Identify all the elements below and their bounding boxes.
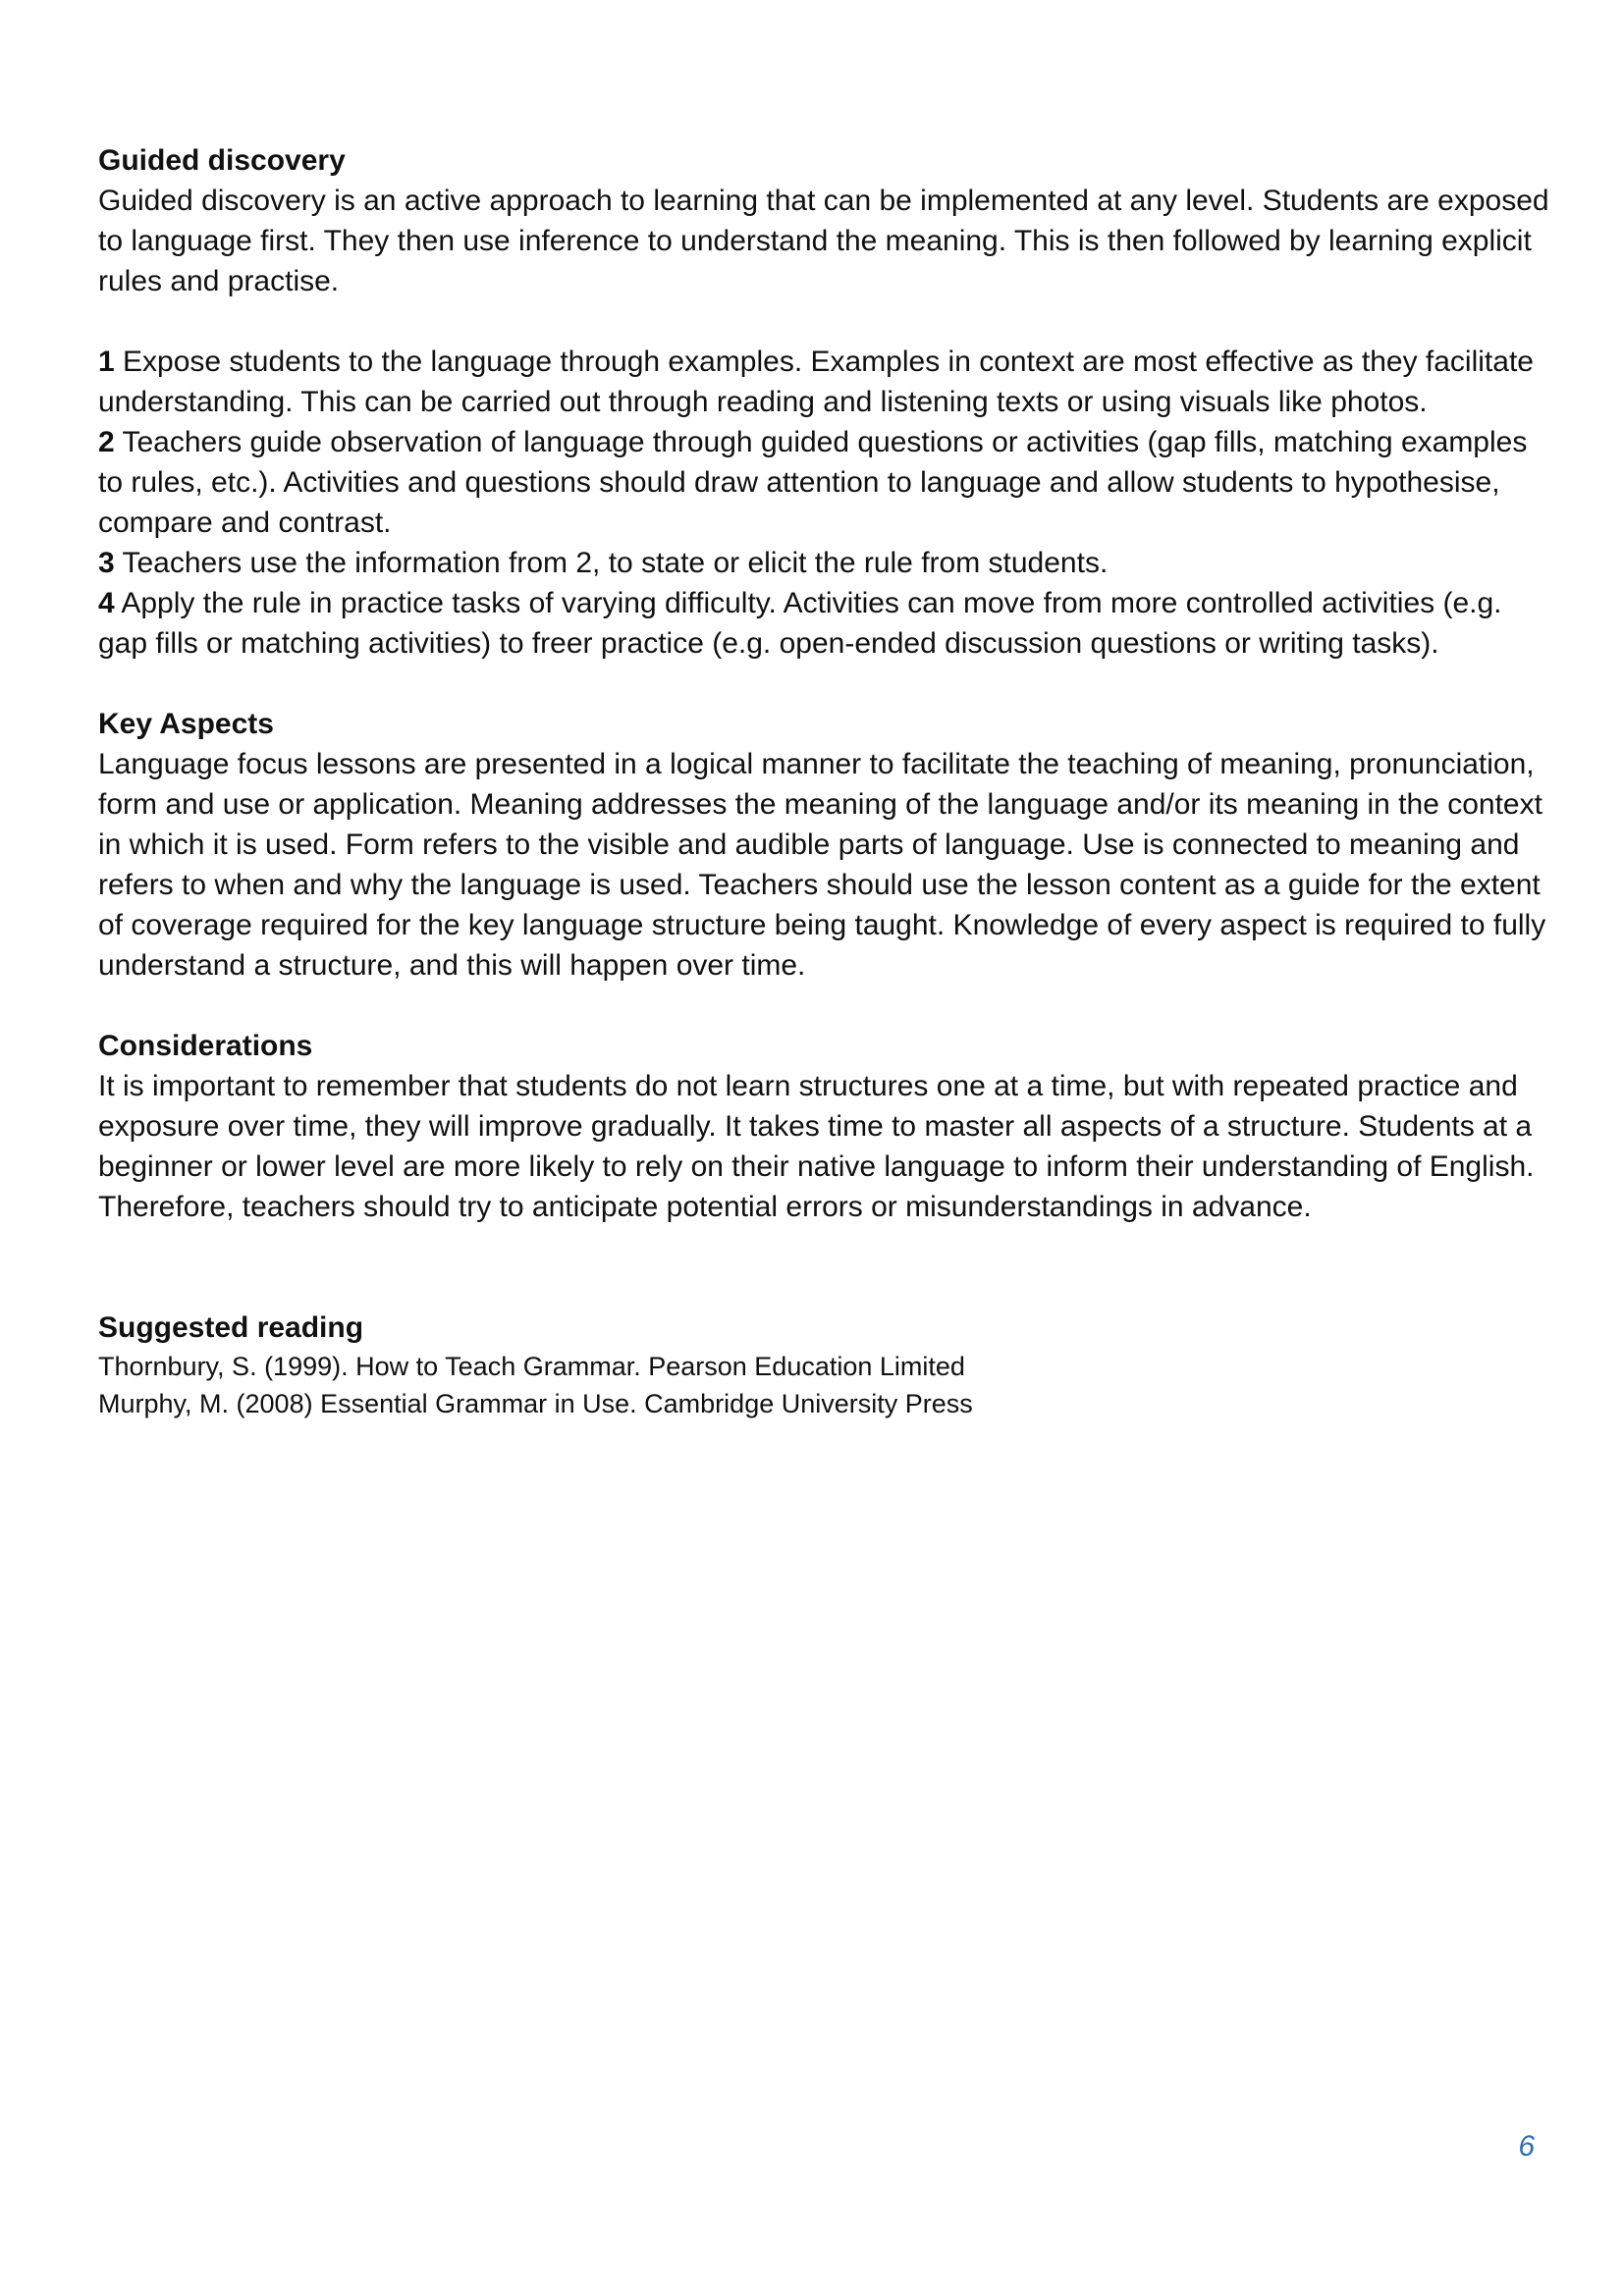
- step-item: [98, 583, 1551, 664]
- considerations-body: It is important to remember that students do not learn structures one at a time, but with repeated practice and exposure over time, they will improve gradually. It takes time to master all aspects of a structure. Students at a beginner or lower level are more likely to rely on their native language to inform their understanding of English. Therefore, teachers should try to anticipate potential errors or misunderstandings in advance.: [98, 1070, 1535, 1223]
- page-content: [98, 140, 1551, 1422]
- reference-list: [98, 1348, 1551, 1422]
- step-text: Apply the rule in practice tasks of varying difficulty. Activities can move from more controlled activities (e.g. gap fills or matching activities) to freer practice (e.g. open-ended discussion questions or writing tasks).: [98, 587, 1502, 660]
- step-text: Expose students to the language through examples. Examples in context are most effective as they facilitate understanding. This can be carried out through reading and listening texts or using visuals like photos.: [98, 346, 1534, 418]
- section-heading-suggested-reading: Suggested reading: [98, 1311, 364, 1344]
- section-heading-key-aspects: Key Aspects: [98, 708, 274, 740]
- spacer: [98, 986, 1551, 1026]
- spacer: [98, 1227, 1551, 1308]
- guided-discovery-intro: Guided discovery is an active approach to learning that can be implemented at any level. Students are exposed to language first. They then use inference to understand the meaning. This is then followed by learning explicit rules and practise.: [98, 185, 1549, 297]
- section-heading-guided-discovery: Guided discovery: [98, 144, 346, 177]
- step-item: [98, 342, 1551, 422]
- page-number: 6: [1518, 2130, 1535, 2163]
- step-item: [98, 422, 1551, 543]
- step-number: 2: [98, 426, 115, 458]
- step-text: Teachers use the information from 2, to state or elicit the rule from students.: [114, 547, 1109, 579]
- section-heading-considerations: Considerations: [98, 1030, 313, 1062]
- reference-item: Thornbury, S. (1999). How to Teach Grammar. Pearson Education Limited: [98, 1352, 965, 1381]
- spacer: [98, 664, 1551, 704]
- spacer: [98, 301, 1551, 342]
- step-text: Teachers guide observation of language through guided questions or activities (gap fills, matching examples to rules, etc.). Activities and questions should draw attention to language and allow students to hypothesise, compare and contrast.: [98, 426, 1528, 539]
- step-number: 1: [98, 346, 115, 378]
- key-aspects-body: Language focus lessons are presented in a logical manner to facilitate the teaching of meaning, pronunciation, form and use or application. Meaning addresses the meaning of the language and/or its meaning in the context in which it is used. Form refers to the visible and audible parts of language. Use is connected to meaning and refers to when and why the language is used. Teachers should use the lesson content as a guide for the extent of coverage required for the key language structure being taught. Knowledge of every aspect is required to fully understand a structure, and this will happen over time.: [98, 748, 1546, 982]
- reference-item: Murphy, M. (2008) Essential Grammar in Use. Cambridge University Press: [98, 1389, 973, 1418]
- step-number: 3: [98, 547, 115, 579]
- step-number: 4: [98, 587, 115, 619]
- step-item: [98, 543, 1551, 583]
